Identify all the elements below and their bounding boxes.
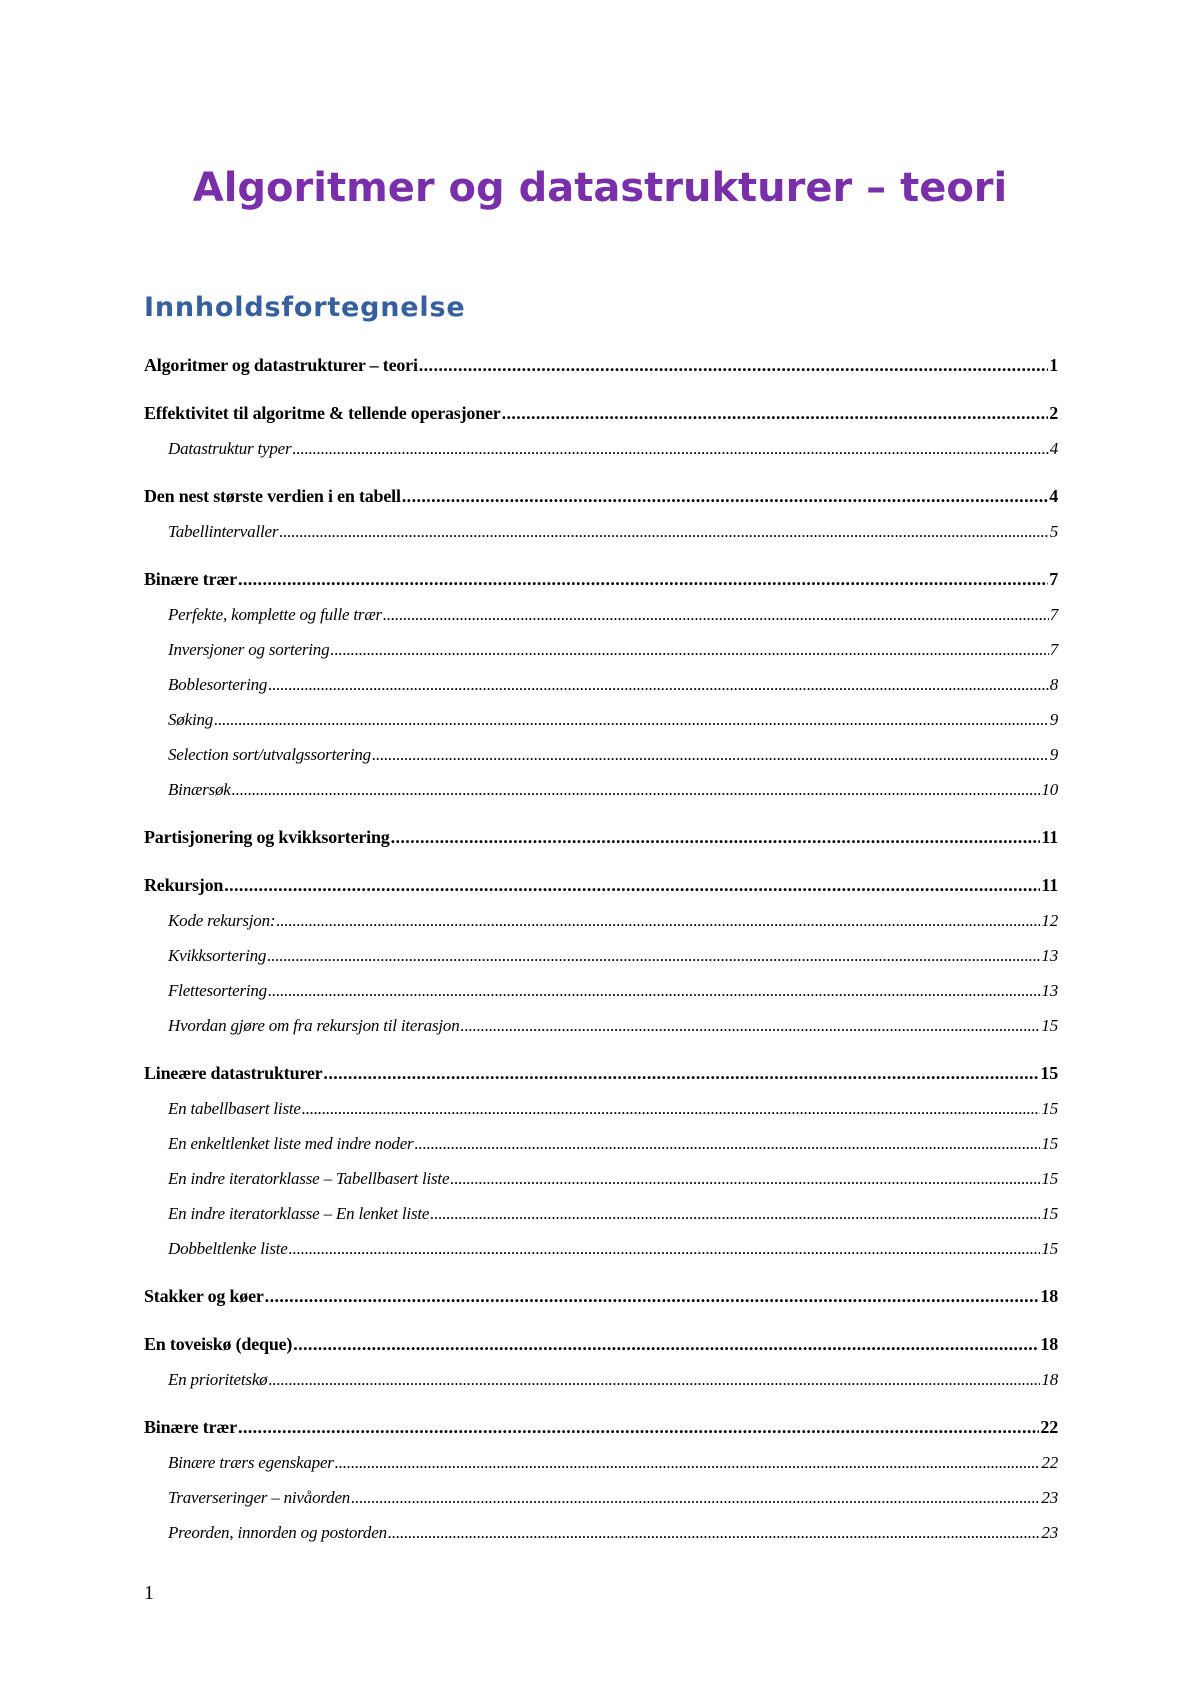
page-number: 1: [144, 1582, 154, 1604]
toc-entry-title: En tabellbasert liste: [168, 1099, 301, 1118]
toc-dot-leader: [383, 597, 1049, 632]
toc-entry-page-number: 22: [1041, 1453, 1058, 1472]
toc-dot-leader: [268, 667, 1048, 702]
toc-entry-title: En indre iteratorklasse – En lenket liste: [168, 1204, 430, 1223]
toc-entry-page-number: 15: [1041, 1134, 1058, 1153]
toc-dot-leader: [419, 348, 1048, 383]
toc-entry[interactable]: [144, 772, 1058, 807]
toc-entry[interactable]: [144, 1056, 1058, 1091]
toc-entry-page-number: 23: [1041, 1488, 1058, 1507]
toc-entry[interactable]: [144, 938, 1058, 973]
toc-entry[interactable]: [144, 1231, 1058, 1266]
toc-entry[interactable]: [144, 1126, 1058, 1161]
toc-entry-title: Kvikksortering: [168, 946, 267, 965]
toc-entry-title: Den nest største verdien i en tabell: [144, 486, 401, 506]
toc-dot-leader: [335, 1445, 1041, 1480]
toc-dot-leader: [224, 868, 1040, 903]
toc-dot-leader: [292, 431, 1048, 466]
toc-entry-page-number: 8: [1049, 675, 1058, 694]
toc-entry[interactable]: [144, 632, 1058, 667]
toc-dot-leader: [302, 1091, 1041, 1126]
toc-entry-page-number: 13: [1041, 981, 1058, 1000]
toc-dot-leader: [265, 1279, 1040, 1314]
toc-entry[interactable]: [144, 1279, 1058, 1314]
toc-entry-page-number: 7: [1049, 640, 1058, 659]
toc-entry[interactable]: [144, 737, 1058, 772]
toc-entry-title: Binære trærs egenskaper: [168, 1453, 334, 1472]
toc-dot-leader: [461, 1008, 1041, 1043]
toc-dot-leader: [293, 1327, 1039, 1362]
toc-entry[interactable]: [144, 1196, 1058, 1231]
toc-entry-title: Kode rekursjon:: [168, 911, 276, 930]
toc-dot-leader: [238, 1410, 1039, 1445]
toc-entry-title: Rekursjon: [144, 875, 224, 895]
toc-entry-title: En prioritetskø: [168, 1370, 268, 1389]
toc-entry-title: Partisjonering og kvikksortering: [144, 827, 390, 847]
toc-entry-page-number: 7: [1049, 569, 1058, 589]
toc-entry[interactable]: [144, 1362, 1058, 1397]
toc-entry-page-number: 13: [1041, 946, 1058, 965]
toc-entry[interactable]: [144, 1515, 1058, 1550]
toc-dot-leader: [351, 1480, 1040, 1515]
toc-entry-page-number: 15: [1040, 1063, 1058, 1083]
toc-dot-leader: [372, 737, 1049, 772]
toc-dot-leader: [450, 1161, 1040, 1196]
toc-entry-page-number: 18: [1041, 1370, 1058, 1389]
toc-heading: Innholdsfortegnelse: [144, 292, 466, 323]
toc-entry-title: Binære trær: [144, 1417, 237, 1437]
toc-entry[interactable]: [144, 514, 1058, 549]
toc-entry[interactable]: [144, 702, 1058, 737]
toc-dot-leader: [238, 562, 1048, 597]
toc-entry-page-number: 23: [1041, 1523, 1058, 1542]
toc-entry[interactable]: [144, 431, 1058, 466]
toc-entry-title: Algoritmer og datastrukturer – teori: [144, 355, 418, 375]
toc-entry[interactable]: [144, 667, 1058, 702]
toc-entry-page-number: 18: [1040, 1286, 1058, 1306]
toc-entry[interactable]: [144, 820, 1058, 855]
toc-entry-page-number: 7: [1049, 605, 1058, 624]
toc-entry-title: Effektivitet til algoritme & tellende operasjoner: [144, 403, 501, 423]
toc-dot-leader: [268, 973, 1040, 1008]
toc-entry-title: Tabellintervaller: [168, 522, 279, 541]
toc-entry-page-number: 5: [1049, 522, 1058, 541]
toc-entry-title: Flettesortering: [168, 981, 267, 1000]
document-title: Algoritmer og datastrukturer – teori: [192, 165, 1008, 211]
toc-entry-title: Lineære datastrukturer: [144, 1063, 323, 1083]
toc-entry[interactable]: [144, 1327, 1058, 1362]
toc-entry[interactable]: [144, 479, 1058, 514]
toc-dot-leader: [430, 1196, 1040, 1231]
toc-entry-title: Inversjoner og sortering: [168, 640, 330, 659]
toc-entry-page-number: 11: [1041, 875, 1058, 895]
toc-entry-title: Binære trær: [144, 569, 237, 589]
toc-dot-leader: [276, 903, 1040, 938]
toc-entry-page-number: 11: [1041, 827, 1058, 847]
toc-dot-leader: [268, 1362, 1040, 1397]
toc-entry-title: En toveiskø (deque): [144, 1334, 293, 1354]
toc-entry-title: En indre iteratorklasse – Tabellbasert liste: [168, 1169, 450, 1188]
toc-entry-page-number: 15: [1041, 1239, 1058, 1258]
toc-entry-title: Dobbeltlenke liste: [168, 1239, 288, 1258]
toc-entry[interactable]: [144, 1445, 1058, 1480]
toc-dot-leader: [232, 772, 1041, 807]
toc-entry[interactable]: [144, 973, 1058, 1008]
toc-entry-title: Perfekte, komplette og fulle trær: [168, 605, 382, 624]
toc-entry-title: Søking: [168, 710, 214, 729]
toc-entry[interactable]: [144, 868, 1058, 903]
toc-dot-leader: [279, 514, 1048, 549]
toc-entry-title: En enkeltlenket liste med indre noder: [168, 1134, 414, 1153]
toc-entry[interactable]: [144, 1480, 1058, 1515]
toc-entry-page-number: 22: [1040, 1417, 1058, 1437]
toc-dot-leader: [391, 820, 1041, 855]
toc-entry[interactable]: [144, 597, 1058, 632]
toc-entry-page-number: 9: [1049, 710, 1058, 729]
toc-entry[interactable]: [144, 396, 1058, 431]
toc-dot-leader: [214, 702, 1049, 737]
toc-entry[interactable]: [144, 562, 1058, 597]
toc-dot-leader: [267, 938, 1040, 973]
toc-entry[interactable]: [144, 1161, 1058, 1196]
toc-entry[interactable]: [144, 903, 1058, 938]
toc-dot-leader: [330, 632, 1048, 667]
toc-entry-page-number: 1: [1049, 355, 1058, 375]
toc-entry-page-number: 15: [1041, 1204, 1058, 1223]
toc-entry-page-number: 10: [1041, 780, 1058, 799]
toc-entry-title: Datastruktur typer: [168, 439, 292, 458]
toc-entry-page-number: 9: [1049, 745, 1058, 764]
toc-entry[interactable]: [144, 1008, 1058, 1043]
toc-entry-title: Stakker og køer: [144, 1286, 264, 1306]
toc-entry-page-number: 15: [1041, 1099, 1058, 1118]
toc-dot-leader: [289, 1231, 1041, 1266]
toc-entry-page-number: 18: [1040, 1334, 1058, 1354]
toc-dot-leader: [502, 396, 1049, 431]
toc-entry-page-number: 4: [1049, 439, 1058, 458]
toc-entry-title: Boblesortering: [168, 675, 268, 694]
toc-dot-leader: [414, 1126, 1040, 1161]
toc-entry-title: Selection sort/utvalgssortering: [168, 745, 371, 764]
table-of-contents: [144, 348, 1058, 1550]
toc-entry-page-number: 4: [1049, 486, 1058, 506]
toc-entry-page-number: 12: [1041, 911, 1058, 930]
toc-dot-leader: [388, 1515, 1041, 1550]
toc-entry-title: Binærsøk: [168, 780, 231, 799]
toc-entry-title: Traverseringer – nivåorden: [168, 1488, 351, 1507]
toc-entry-title: Preorden, innorden og postorden: [168, 1523, 387, 1542]
toc-entry[interactable]: [144, 348, 1058, 383]
toc-dot-leader: [323, 1056, 1039, 1091]
toc-entry-page-number: 15: [1041, 1169, 1058, 1188]
toc-entry-page-number: 2: [1049, 403, 1058, 423]
toc-entry[interactable]: [144, 1091, 1058, 1126]
toc-dot-leader: [402, 479, 1048, 514]
toc-entry-page-number: 15: [1041, 1016, 1058, 1035]
toc-entry-title: Hvordan gjøre om fra rekursjon til iterasjon: [168, 1016, 460, 1035]
toc-entry[interactable]: [144, 1410, 1058, 1445]
